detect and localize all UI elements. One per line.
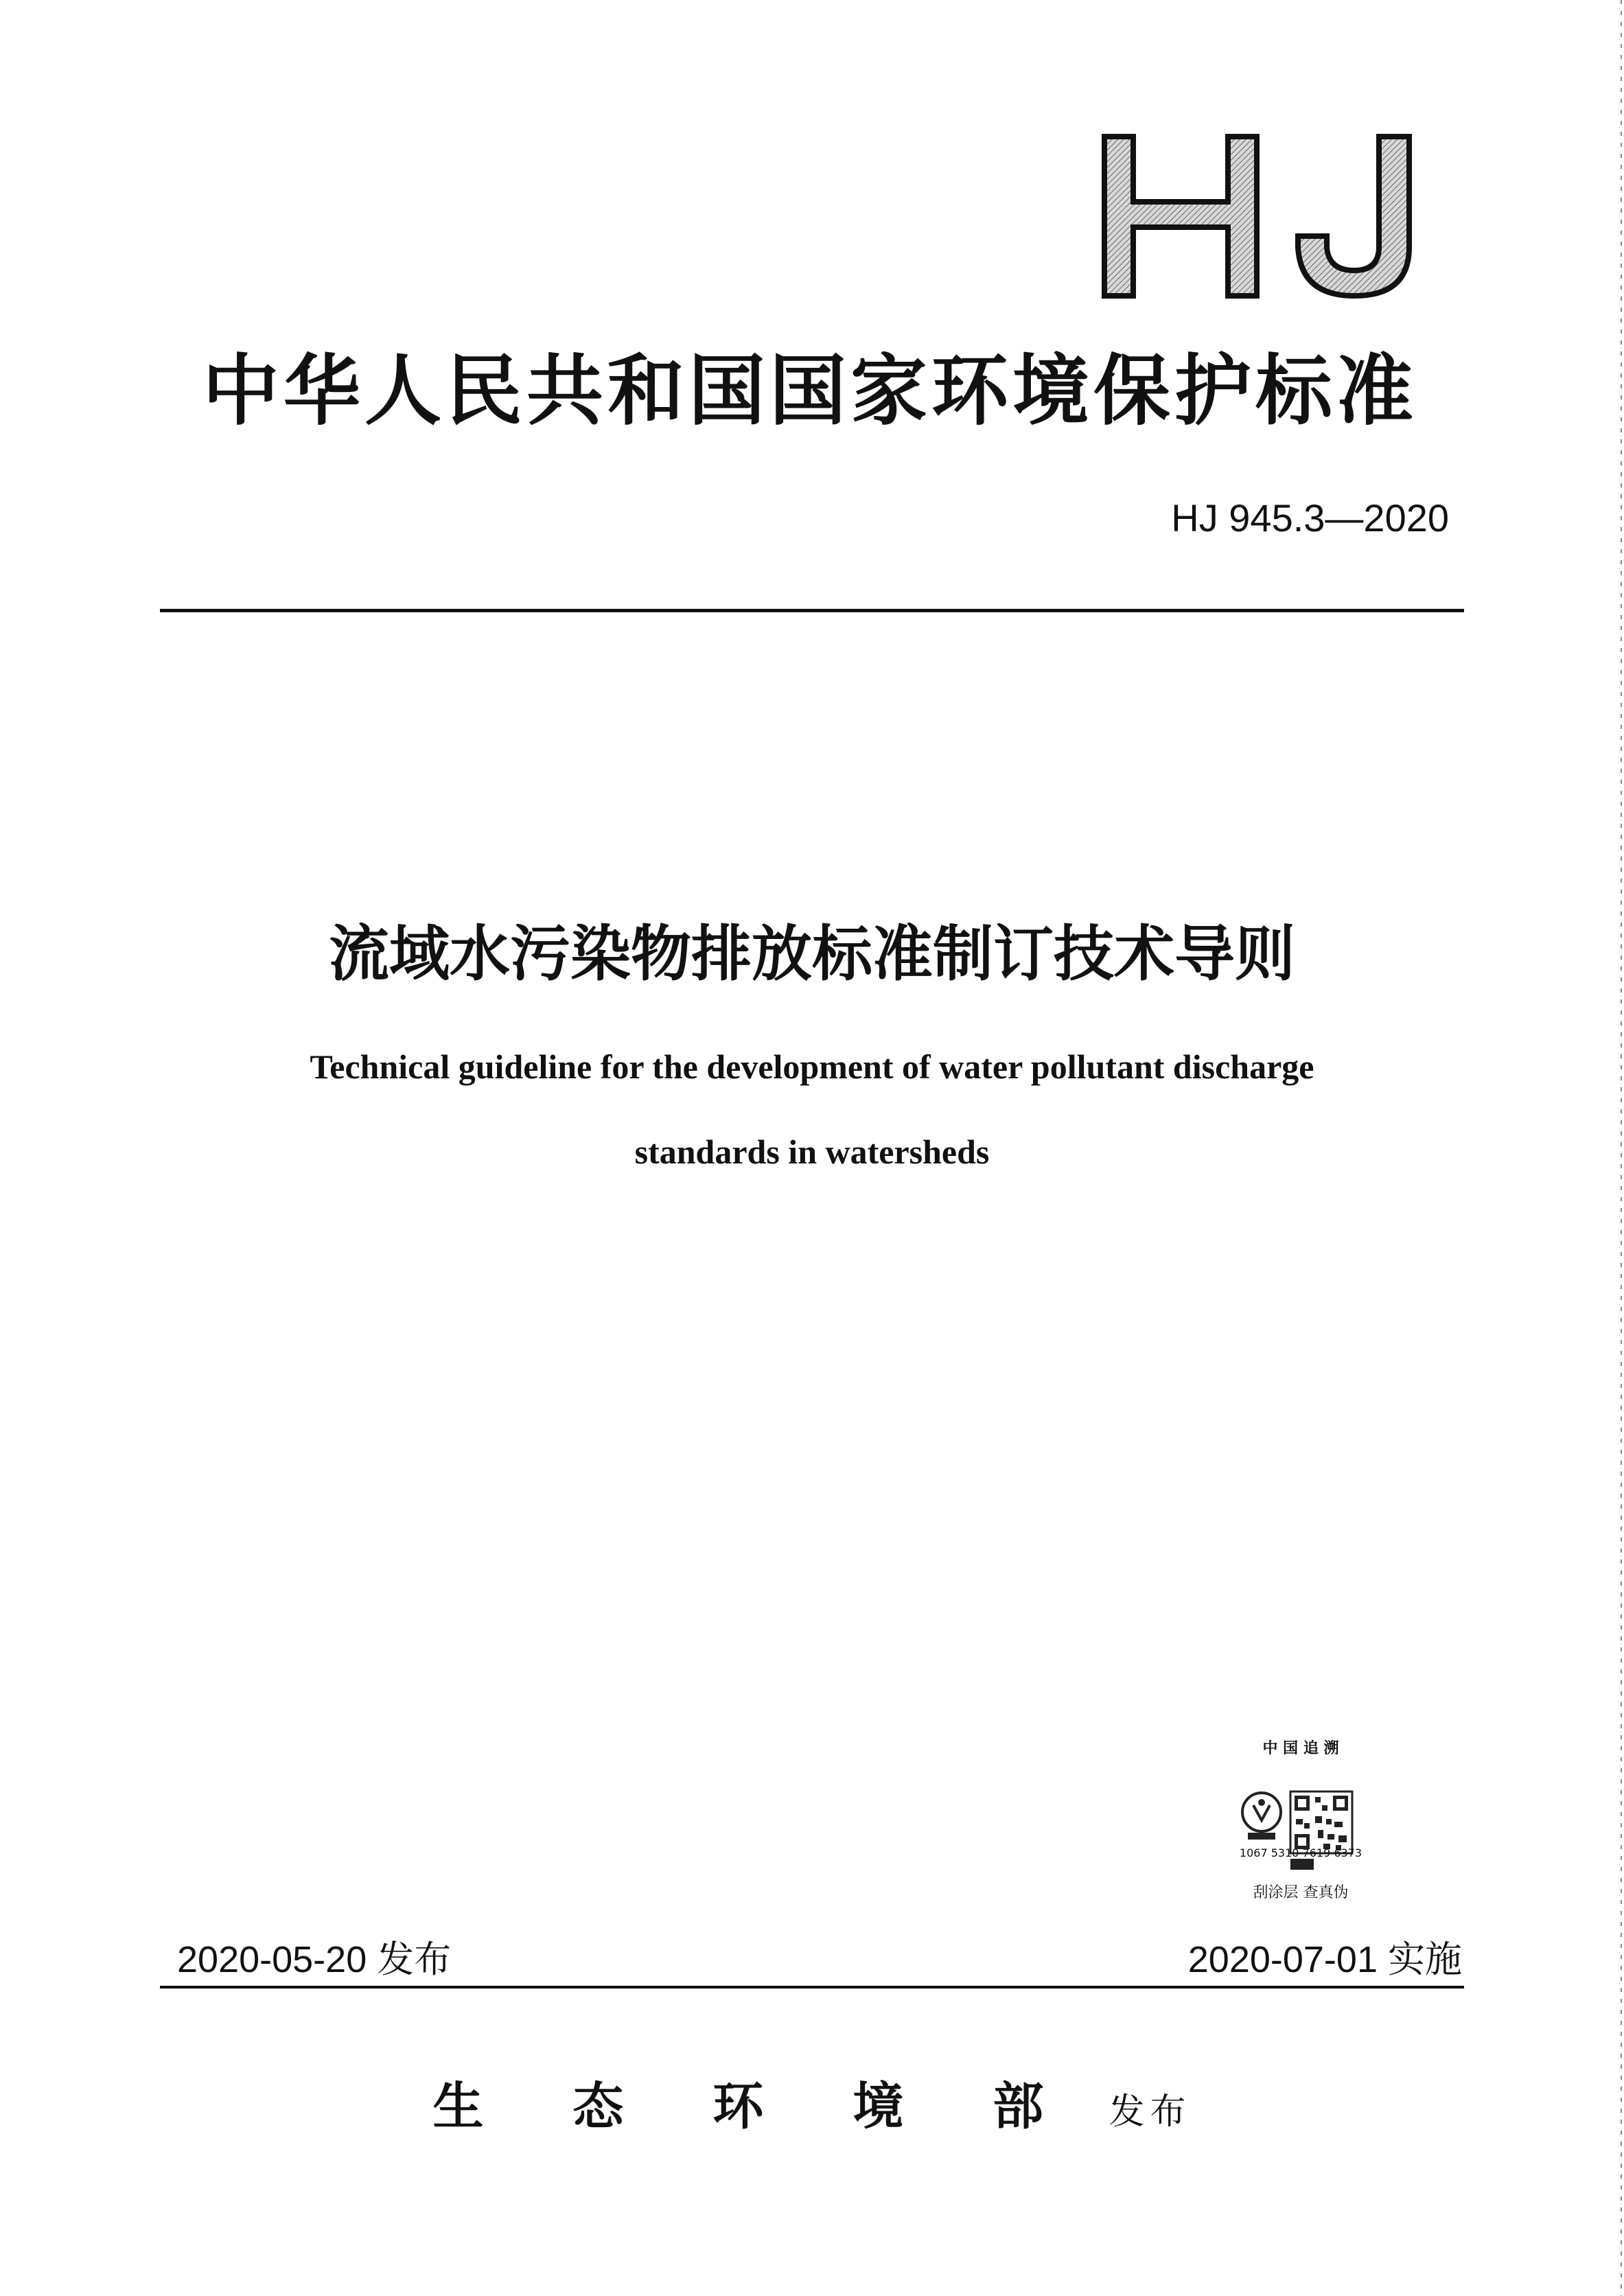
standard-number: HJ 945.3—2020 [1171, 496, 1449, 540]
publisher-line [0, 2066, 1624, 2139]
seal-id-text: 1067 5310 7619 6373 [1239, 1846, 1362, 1859]
top-divider [160, 609, 1464, 612]
scan-edge-artifact [1617, 0, 1624, 2296]
national-standard-title: 中华人民共和国国家环境保护标准 [202, 346, 1417, 436]
implementation-date: 2020-07-01 [1187, 1939, 1378, 1980]
hj-logo [1095, 127, 1424, 299]
document-title-english-line1: Technical guideline for the development of water pollutant discharge [310, 1047, 1314, 1086]
bottom-divider [160, 1986, 1464, 1988]
implementation-label: 实施 [1388, 1938, 1462, 1981]
implementation-date-line [1188, 1937, 1462, 1982]
seal-emblem-icon [1242, 1793, 1281, 1840]
document-title-chinese: 流域水污染物排放标准制订技术导则 [328, 918, 1295, 989]
publisher-organization: 生态环境部 [432, 2077, 1133, 2136]
issue-date: 2020-05-20 [177, 1939, 367, 1980]
hj-logo-letter-j [1295, 134, 1412, 299]
seal-arc-text: 中 国 追 溯 [1262, 1740, 1339, 1757]
publisher-label: 发布 [1109, 2091, 1192, 2133]
hj-logo-letter-h [1102, 134, 1260, 299]
seal-caption: 刮涂层 查真伪 [1253, 1884, 1349, 1901]
issue-date-line [177, 1937, 451, 1982]
document-title-english-line2: standards in watersheds [634, 1133, 990, 1171]
qr-code-icon [1290, 1791, 1352, 1853]
issue-label: 发布 [377, 1938, 452, 1981]
